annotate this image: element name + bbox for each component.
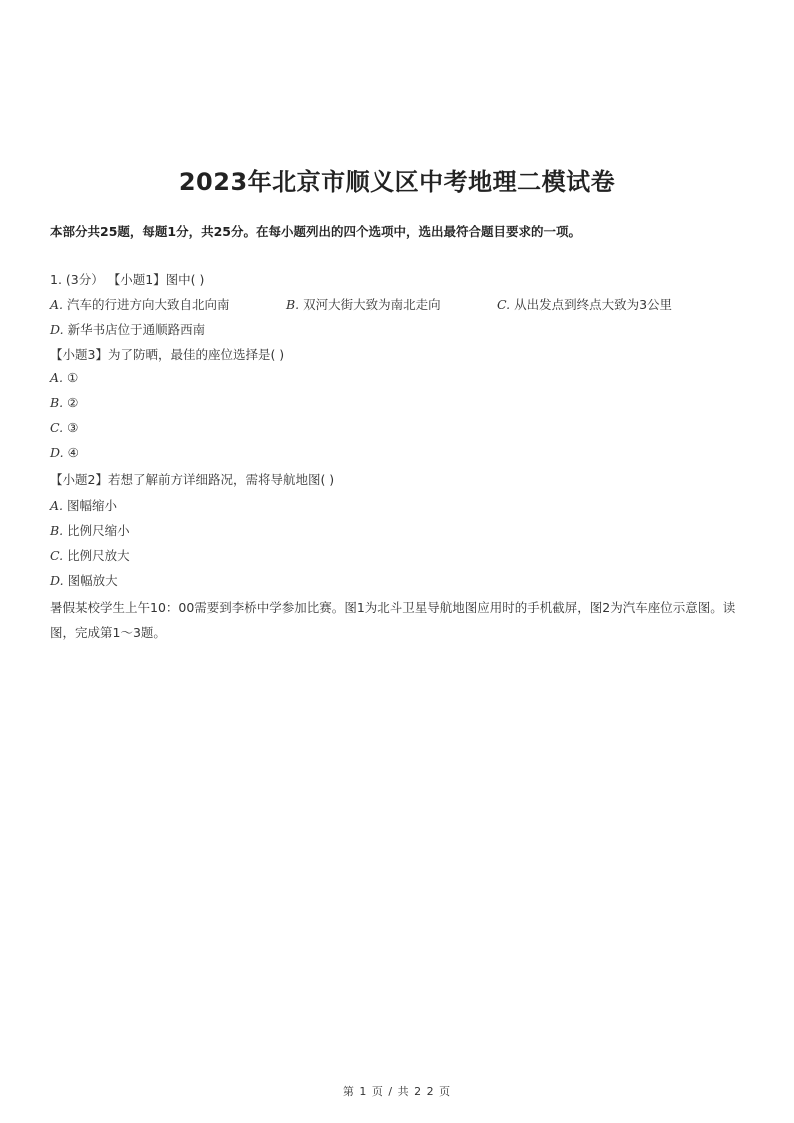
option-letter: D.	[50, 322, 64, 337]
option-text: 比例尺缩小	[67, 523, 130, 538]
subq2-option-b	[50, 521, 130, 539]
option-letter: B.	[286, 297, 300, 312]
option-letter: B.	[50, 523, 64, 538]
option-text: 图幅放大	[67, 573, 118, 588]
option-text: 汽车的行进方向大致自北向南	[67, 297, 230, 312]
section-instructions: 本部分共25题，每题1分，共25分。在每小题列出的四个选项中，选出最符合题目要求的一项。	[50, 224, 581, 239]
option-letter: A.	[50, 498, 64, 513]
option-letter: D.	[50, 573, 64, 588]
option-a	[50, 295, 230, 313]
subq3-option-a	[50, 370, 78, 385]
option-letter: A.	[50, 370, 64, 385]
page-title: 2023年北京市顺义区中考地理二模试卷	[178, 168, 616, 196]
option-b	[286, 295, 441, 313]
subq2-option-c	[50, 546, 130, 564]
option-text: ④	[67, 445, 79, 460]
subq3-option-d	[50, 445, 79, 460]
option-text: 新华书店位于通顺路西南	[67, 322, 206, 337]
subq2-option-a	[50, 496, 117, 514]
option-letter: C.	[497, 297, 511, 312]
option-letter: B.	[50, 395, 64, 410]
option-text: 从出发点到终点大致为3公里	[514, 297, 673, 312]
option-text: ③	[67, 420, 79, 435]
option-text: 图幅缩小	[67, 498, 118, 513]
subq2-option-d	[50, 571, 118, 589]
option-letter: C.	[50, 548, 64, 563]
option-text: 双河大街大致为南北走向	[303, 297, 441, 312]
option-text: 比例尺放大	[67, 548, 130, 563]
option-d	[50, 320, 205, 338]
option-text: ②	[67, 395, 79, 410]
subq3-option-c	[50, 420, 78, 435]
page-number-footer: 第 1 页 / 共 2 2 页	[342, 1085, 452, 1098]
subquestion-3-stem: 【小题3】为了防晒，最佳的座位选择是( )	[50, 347, 285, 362]
option-text: ①	[67, 370, 79, 385]
option-letter: D.	[50, 445, 64, 460]
question-material-paragraph: 暑假某校学生上午10：00需要到李桥中学参加比赛。图1为北斗卫星导航地图应用时的手机截屏，图2为汽车座位示意图。读图，完成第1～3题。	[50, 600, 736, 640]
subq3-option-b	[50, 395, 78, 410]
option-c	[497, 295, 672, 313]
question-1-stem: 1. (3分） 【小题1】图中( )	[50, 272, 205, 287]
option-letter: A.	[50, 297, 64, 312]
subquestion-2-stem: 【小题2】若想了解前方详细路况，需将导航地图( )	[50, 472, 335, 487]
option-letter: C.	[50, 420, 64, 435]
